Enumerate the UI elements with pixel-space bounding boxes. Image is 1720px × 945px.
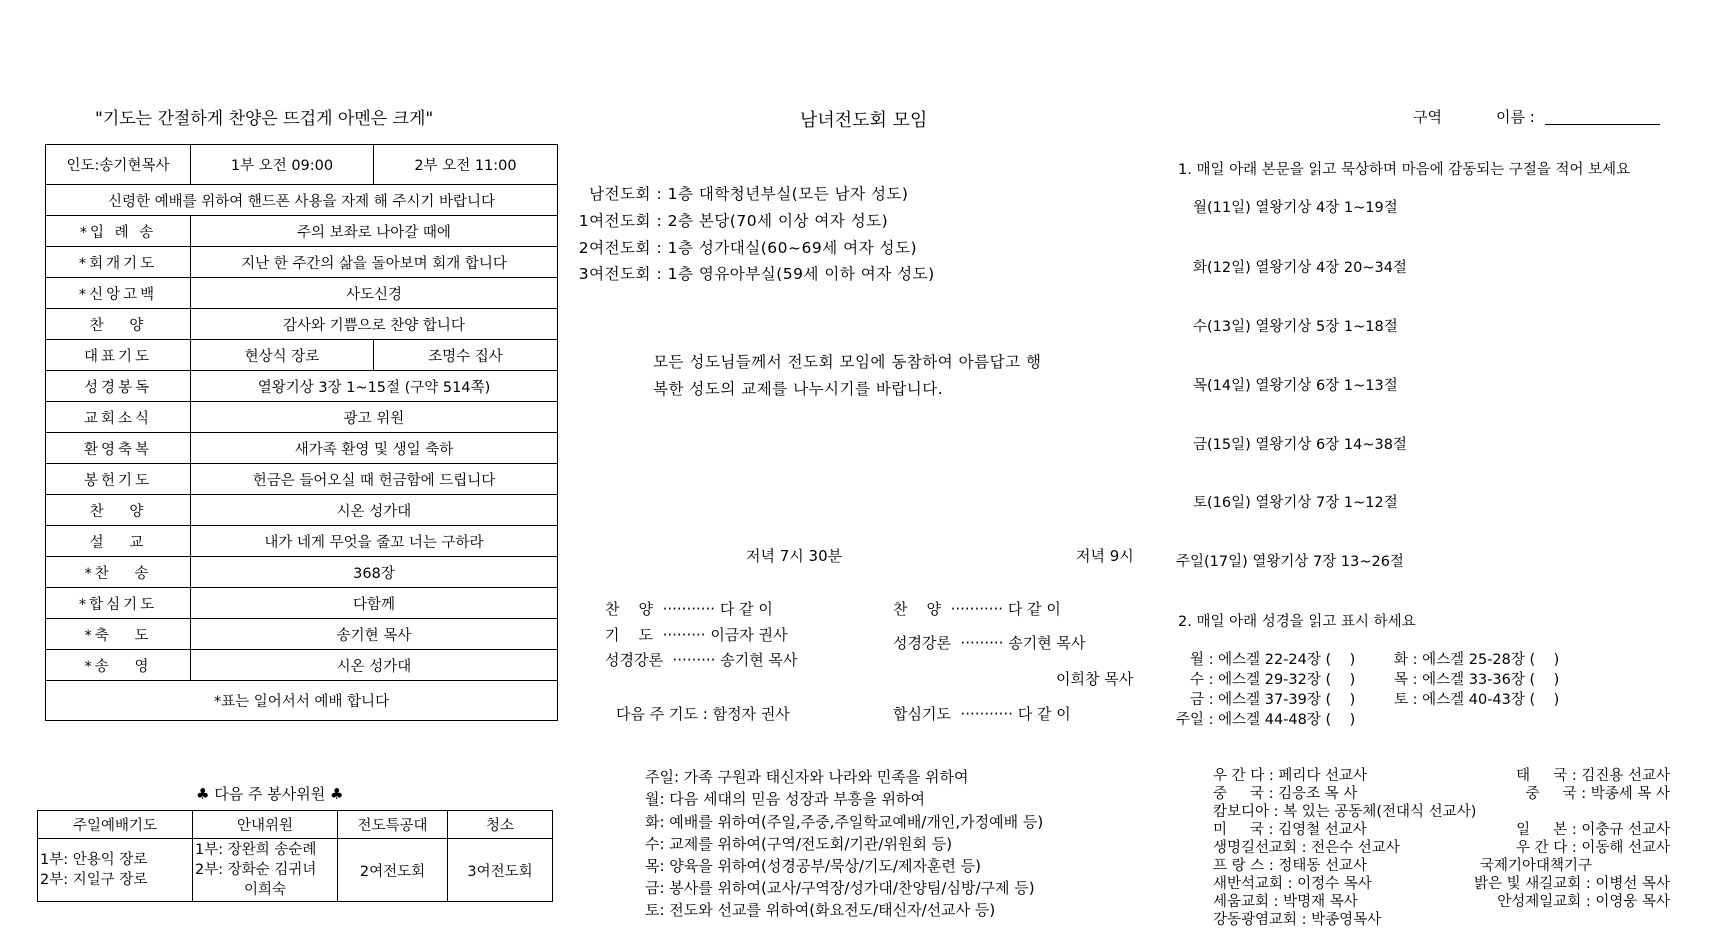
bible-instruction: 2. 매일 아래 성경을 읽고 표시 하세요: [1178, 614, 1416, 630]
guide-duty: [193, 839, 338, 902]
bible-day: 수: [1189, 672, 1204, 688]
bible-day: 화: [1394, 652, 1409, 668]
order-value: 새가족 환영 및 생일 축하: [191, 433, 558, 464]
bible-text: : 에스겔 25-28장 ( ): [1412, 652, 1560, 668]
reading-day: 월(11일) 열왕기상 4장 1~19절: [1193, 200, 1398, 216]
bible-row: [1394, 688, 1559, 709]
order-label: *입 례 송: [46, 216, 191, 247]
prayer-topic: 목: 양육을 위하여(성경공부/묵상/기도/제자훈련 등): [645, 857, 982, 875]
evening-dots: ···········: [662, 600, 716, 618]
missionary-entry: 우 간 다 : 페리다 선교사: [1213, 768, 1367, 784]
phone-notice: 신령한 예배를 위하여 핸드폰 사용을 자제 해 주시기 바랍니다: [46, 185, 558, 216]
evening-label: 기 도: [605, 626, 654, 644]
name-label: 이름 :: [1496, 108, 1535, 126]
guide-duty-line: 1부: 장완희 송순례: [195, 842, 317, 858]
missionary-entry: 새반석교회 : 이정수 목사: [1213, 876, 1372, 892]
evening-value: 다 같 이: [1007, 600, 1061, 618]
evening-label: 찬 양: [893, 600, 942, 618]
missionary-entry: 생명길선교회 : 전은수 선교사: [1213, 840, 1400, 856]
worship-leader: 인도:송기현목사: [46, 145, 191, 185]
bible-row: [1172, 668, 1355, 689]
bible-text: : 에스겔 44-48장 ( ): [1208, 712, 1356, 728]
order-label: 설 교: [46, 526, 191, 557]
order-value: 368장: [191, 557, 558, 588]
evening-dots: ·········: [960, 634, 1004, 652]
bible-day: 금: [1189, 692, 1204, 708]
evening-value: 다 같 이: [1017, 705, 1071, 723]
group-place: : 1층 영유아부실(59세 이하 여자 성도): [656, 265, 935, 283]
order-label: 찬 양: [46, 495, 191, 526]
prayer-topic: 월: 다음 세대의 믿음 성장과 부흥을 위하여: [645, 790, 925, 808]
prayer-duty: [38, 839, 193, 902]
bible-text: : 에스겔 37-39장 ( ): [1208, 692, 1356, 708]
evening-time-1: 저녁 7시 30분: [746, 547, 843, 565]
prayer-topic: 수: 교제를 위하여(구역/전도회/기관/위원회 등): [645, 835, 953, 853]
unison-prayer: [893, 703, 1071, 724]
bible-day: 토: [1394, 692, 1409, 708]
meeting-message-line: 모든 성도님들께서 전도회 모임에 동참하여 아름답고 행: [653, 353, 1042, 371]
order-label: 성경봉독: [46, 371, 191, 402]
meeting-group: [575, 236, 917, 258]
order-label: *회개기도: [46, 247, 191, 278]
bible-row: [1172, 688, 1355, 709]
bible-day: 목: [1394, 672, 1409, 688]
evening-dots: ·········: [662, 626, 706, 644]
order-label: *찬 송: [46, 557, 191, 588]
order-label: *신앙고백: [46, 278, 191, 309]
order-label: 교회소식: [46, 402, 191, 433]
meeting-group: [575, 262, 935, 284]
bible-text: : 에스겔 40-43장 ( ): [1412, 692, 1560, 708]
service-time-1: 1부 오전 09:00: [191, 145, 374, 185]
missionary-entry: 프 랑 스 : 정태동 선교사: [1213, 858, 1367, 874]
duty-header: 전도특공대: [338, 811, 448, 839]
evening-row: [893, 632, 1085, 653]
order-label: *합심기도: [46, 588, 191, 619]
order-label: 환영축복: [46, 433, 191, 464]
meeting-title: 남녀전도회 모임: [800, 110, 928, 131]
evening-label: 찬 양: [605, 600, 654, 618]
evening-row: [605, 649, 797, 670]
evening-value: 이금자 권사: [710, 626, 788, 644]
order-value: 열왕기상 3장 1~15절 (구약 514쪽): [191, 371, 558, 402]
order-value: 현상식 장로: [191, 340, 374, 371]
evening-label: 성경강론: [605, 651, 663, 669]
reading-instruction: 1. 매일 아래 본문을 읽고 묵상하며 마음에 감동되는 구절을 적어 보세요: [1178, 162, 1631, 178]
bible-text: : 에스겔 22-24장 ( ): [1208, 652, 1356, 668]
standing-note: *표는 일어서서 예배 합니다: [46, 681, 558, 721]
missionary-entry: 세움교회 : 박명재 목사: [1213, 894, 1358, 910]
order-value: 조명수 집사: [374, 340, 558, 371]
meeting-group: [575, 182, 908, 204]
prayer-topic: 주일: 가족 구원과 태신자와 나라와 민족을 위하여: [645, 768, 969, 786]
evening-time-2: 저녁 9시: [1076, 547, 1134, 565]
bible-row: [1394, 648, 1559, 669]
evening-row: [605, 624, 788, 645]
prayer-duty-line: 1부: 안용익 장로: [40, 852, 148, 868]
evening-extra: 이희창 목사: [1056, 670, 1134, 688]
bible-row: [1394, 668, 1559, 689]
missionary-entry: 캄보디아 : 복 있는 공동체(전대식 선교사): [1213, 804, 1477, 820]
missionary-entry: 중 국 : 김응조 목 사: [1213, 786, 1358, 802]
bible-day: 월: [1189, 652, 1204, 668]
missionary-entry: 일 본 : 이충규 선교사: [1516, 822, 1670, 838]
duty-header: 안내위원: [193, 811, 338, 839]
group-place: : 1층 성가대실(60~69세 여자 성도): [656, 239, 917, 257]
order-value: 지난 한 주간의 삶을 돌아보며 회개 합니다: [191, 247, 558, 278]
prayer-topic: 토: 전도와 선교를 위하여(화요전도/태신자/선교사 등): [645, 901, 996, 919]
order-value: 시온 성가대: [191, 650, 558, 681]
missionary-entry: 중 국 : 박종세 목 사: [1525, 786, 1670, 802]
reading-day: 화(12일) 열왕기상 4장 20~34절: [1193, 260, 1407, 276]
order-value: 송기현 목사: [191, 619, 558, 650]
evening-row: [893, 598, 1061, 619]
motto: "기도는 간절하게 찬양은 뜨겁게 아멘은 크게": [95, 109, 434, 129]
next-week-title: ♣ 다음 주 봉사위원 ♣: [196, 785, 344, 803]
missionary-entry: 안성제일교회 : 이영웅 목사: [1497, 894, 1670, 910]
evening-value: 송기현 목사: [720, 651, 798, 669]
bible-text: : 에스겔 29-32장 ( ): [1208, 672, 1356, 688]
group-place: : 2층 본당(70세 이상 여자 성도): [656, 212, 889, 230]
service-time-2: 2부 오전 11:00: [374, 145, 558, 185]
meeting-group: [575, 209, 888, 231]
meeting-message-line: 복한 성도의 교제를 나누시기를 바랍니다.: [653, 380, 944, 398]
reading-day: 금(15일) 열왕기상 6장 14~38절: [1193, 437, 1407, 453]
evening-dots: ···········: [960, 705, 1013, 723]
missionary-entry: 밝은 빛 새길교회 : 이병선 목사: [1473, 876, 1670, 892]
missionary-entry: 우 간 다 : 이동해 선교사: [1516, 840, 1670, 856]
next-week-duty-table: [37, 810, 553, 902]
bible-day: 주일: [1175, 712, 1204, 728]
group-name: 1여전도회: [578, 212, 651, 230]
evening-dots: ·········: [672, 651, 716, 669]
group-name: 남전도회: [589, 185, 651, 203]
order-label: *축 도: [46, 619, 191, 650]
reading-day: 수(13일) 열왕기상 5장 1~18절: [1193, 319, 1398, 335]
evening-value: 다 같 이: [719, 600, 773, 618]
duty-header: 주일예배기도: [38, 811, 193, 839]
next-prayer: 다음 주 기도 : 함정자 권사: [616, 705, 790, 723]
order-value: 다함께: [191, 588, 558, 619]
evening-row: [605, 598, 773, 619]
order-value: 헌금은 들어오실 때 헌금함에 드립니다: [191, 464, 558, 495]
evangelism-duty: 2여전도회: [338, 839, 448, 902]
missionary-entry: 국제기아대책기구: [1480, 858, 1593, 874]
name-blank-line: [1545, 124, 1660, 125]
group-name: 2여전도회: [578, 239, 651, 257]
reading-day: 주일(17일) 열왕기상 7장 13~26절: [1176, 554, 1404, 570]
order-value: 사도신경: [191, 278, 558, 309]
order-label: 대표기도: [46, 340, 191, 371]
bible-text: : 에스겔 33-36장 ( ): [1412, 672, 1560, 688]
evening-label: 성경강론: [893, 634, 951, 652]
missionary-entry: 태 국 : 김진용 선교사: [1516, 768, 1670, 784]
order-label: *송 영: [46, 650, 191, 681]
group-name: 3여전도회: [578, 265, 651, 283]
order-value: 시온 성가대: [191, 495, 558, 526]
order-value: 주의 보좌로 나아갈 때에: [191, 216, 558, 247]
bible-row: [1172, 648, 1355, 669]
reading-day: 토(16일) 열왕기상 7장 1~12절: [1193, 495, 1398, 511]
evening-dots: ···········: [950, 600, 1004, 618]
guide-duty-line: 2부: 장화순 김귀녀: [195, 862, 317, 878]
group-place: : 1층 대학청년부실(모든 남자 성도): [656, 185, 909, 203]
order-value: 감사와 기쁨으로 찬양 합니다: [191, 309, 558, 340]
prayer-topic: 금: 봉사를 위하여(교사/구역장/성가대/찬양팀/심방/구제 등): [645, 879, 1035, 897]
district-label: 구역: [1413, 108, 1442, 126]
missionary-entry: 강동광염교회 : 박종영목사: [1213, 912, 1382, 928]
order-label: 봉헌기도: [46, 464, 191, 495]
prayer-topic: 화: 예배를 위하여(주일,주중,주일학교예배/개인,가정예배 등): [645, 813, 1044, 831]
order-label: 찬 양: [46, 309, 191, 340]
guide-duty-line: 이희숙: [243, 882, 287, 898]
order-value: 내가 네게 무엇을 줄꼬 너는 구하라: [191, 526, 558, 557]
missionary-entry: 미 국 : 김영철 선교사: [1213, 822, 1367, 838]
prayer-duty-line: 2부: 지일구 장로: [40, 872, 148, 888]
bible-row: [1172, 708, 1355, 729]
reading-day: 목(14일) 열왕기상 6장 1~13절: [1193, 378, 1398, 394]
worship-order-table: [45, 144, 558, 721]
order-value: 광고 위원: [191, 402, 558, 433]
evening-label: 합심기도: [893, 705, 951, 723]
cleaning-duty: 3여전도회: [448, 839, 553, 902]
duty-header: 청소: [448, 811, 553, 839]
evening-value: 송기현 목사: [1008, 634, 1086, 652]
